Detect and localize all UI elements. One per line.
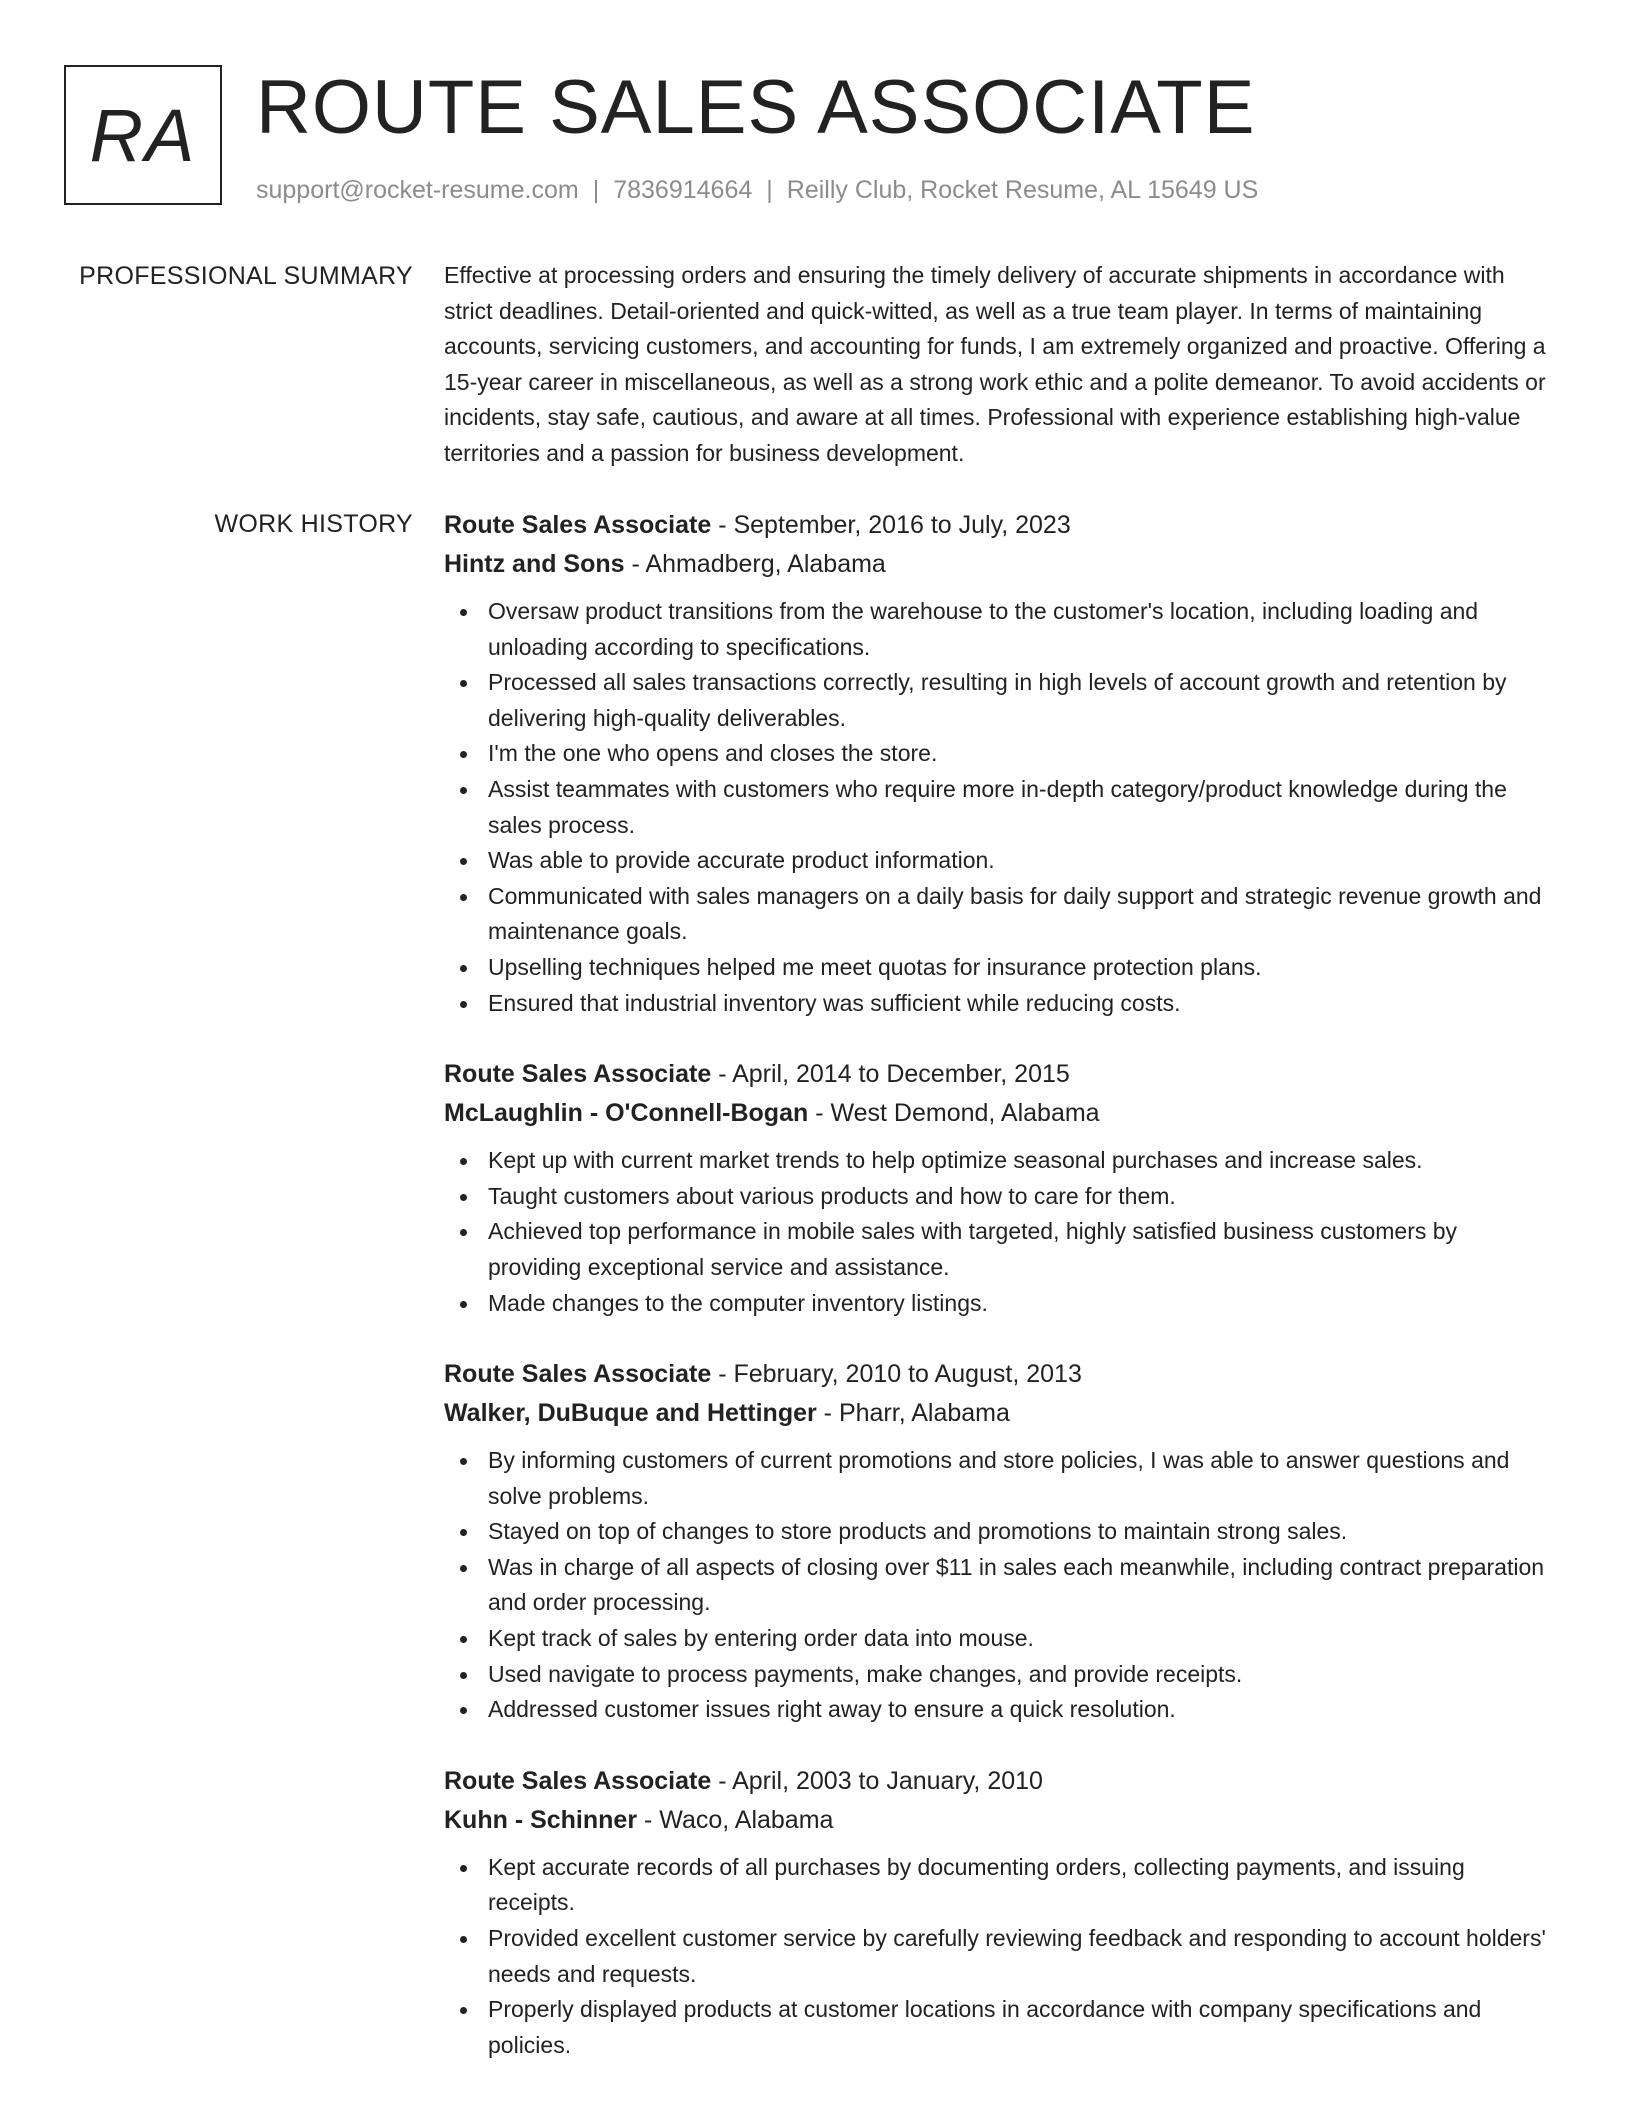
bullet-icon: [460, 1229, 467, 1236]
job-role: Route Sales Associate: [444, 1060, 712, 1089]
job-bullet-list: [444, 1443, 1556, 1728]
job-entry: [444, 1355, 1556, 1728]
job-bullet-text: Kept up with current market trends to help optimize seasonal purchases and increase sales.: [488, 1147, 1423, 1174]
job-bullet-text: By informing customers of current promotions and store policies, I was able to answer questions and solve problems.: [488, 1447, 1510, 1509]
job-bullet-item: [444, 843, 1556, 879]
bullet-icon: [460, 787, 467, 794]
job-bullet-text: Made changes to the computer inventory listings.: [488, 1289, 988, 1316]
job-role-line: [444, 1355, 1556, 1394]
job-bullet-item: [444, 1992, 1556, 2063]
bullet-icon: [460, 680, 467, 687]
bullet-icon: [460, 1001, 467, 1008]
job-bullet-item: [444, 1179, 1556, 1215]
bullet-icon: [460, 1672, 467, 1679]
job-entry: [444, 1055, 1556, 1321]
job-role-line: [444, 1762, 1556, 1801]
job-bullet-item: [444, 1286, 1556, 1322]
job-company-line: [444, 545, 1556, 584]
job-company: Hintz and Sons: [444, 550, 625, 578]
bullet-icon: [460, 1865, 467, 1872]
job-dates: - February, 2010 to August, 2013: [711, 1360, 1082, 1389]
job-bullet-item: [444, 1692, 1556, 1728]
job-entry: [444, 1762, 1556, 2064]
job-bullet-text: Achieved top performance in mobile sales with targeted, highly satisfied business customers by providing exceptional service and assistance.: [488, 1218, 1458, 1280]
job-role-line: [444, 506, 1556, 545]
job-role: Route Sales Associate: [444, 511, 712, 539]
job-dates: - April, 2003 to January, 2010: [711, 1766, 1043, 1795]
job-bullet-item: [444, 1443, 1556, 1514]
bullet-icon: [460, 1707, 467, 1714]
job-bullet-text: Was able to provide accurate product information.: [488, 847, 995, 874]
contact-phone: 7836914664: [613, 176, 753, 204]
job-bullet-list: [444, 1143, 1556, 1321]
contact-email: support@rocket-resume.com: [256, 176, 579, 204]
job-bullet-list: [444, 1850, 1556, 2064]
job-bullet-text: Assist teammates with customers who require more in-depth category/product knowledge during the sales process.: [488, 775, 1507, 838]
bullet-icon: [460, 2007, 467, 2014]
job-company: Kuhn - Schinner: [444, 1805, 638, 1834]
job-bullet-item: [444, 772, 1556, 843]
job-bullet-text: Stayed on top of changes to store products and promotions to maintain strong sales.: [488, 1518, 1348, 1545]
job-bullet-item: [444, 986, 1556, 1022]
bullet-icon: [460, 1565, 467, 1572]
bullet-icon: [460, 1158, 467, 1165]
work-history-body: [444, 506, 1556, 2097]
contact-separator: |: [766, 176, 773, 204]
job-bullet-list: [444, 594, 1556, 1021]
bullet-icon: [460, 965, 467, 972]
bullet-icon: [460, 609, 467, 616]
contact-address: Reilly Club, Rocket Resume, AL 15649 US: [786, 176, 1259, 204]
job-dates: - April, 2014 to December, 2015: [711, 1060, 1070, 1089]
job-role: Route Sales Associate: [444, 1766, 712, 1795]
job-bullet-text: Used navigate to process payments, make changes, and provide receipts.: [488, 1660, 1243, 1687]
job-bullet-text: Upselling techniques helped me meet quotas for insurance protection plans.: [488, 953, 1262, 980]
bullet-icon: [460, 1194, 467, 1201]
job-bullet-item: [444, 594, 1556, 665]
job-entry: [444, 506, 1556, 1021]
job-bullet-text: Communicated with sales managers on a daily basis for daily support and strategic revenue growth and maintenance goals.: [488, 882, 1542, 945]
bullet-icon: [460, 1301, 467, 1308]
job-bullet-text: I'm the one who opens and closes the store.: [488, 740, 938, 767]
job-location: - Ahmadberg, Alabama: [624, 550, 886, 578]
bullet-icon: [460, 1458, 467, 1465]
bullet-icon: [460, 858, 467, 865]
job-bullet-item: [444, 1550, 1556, 1621]
job-bullet-item: [444, 1621, 1556, 1657]
job-company-line: [444, 1094, 1556, 1133]
job-bullet-text: Addressed customer issues right away to ensure a quick resolution.: [488, 1696, 1176, 1723]
job-bullet-item: [444, 1143, 1556, 1179]
job-bullet-item: [444, 1921, 1556, 1992]
monogram-logo: RA: [64, 65, 222, 205]
resume-header: [64, 65, 1564, 215]
job-company: Walker, DuBuque and Hettinger: [444, 1399, 817, 1428]
resume-title: ROUTE SALES ASSOCIATE: [256, 65, 1256, 150]
job-bullet-item: [444, 1214, 1556, 1285]
summary-text: Effective at processing orders and ensuring the timely delivery of accurate shipments in accordance with strict deadlines. Detail-oriented and quick-witted, as well as a true team player. In terms of maintaining accounts, servicing customers, and accounting for funds, I am extremely organized and proactive. Offering a 15-year career in miscellaneous, as well as a strong work ethic and a polite demeanor. To avoid accidents or incidents, stay safe, cautious, and aware at all times. Professional with experience establishing high-value territories and a passion for business development.: [444, 262, 1546, 466]
job-bullet-text: Was in charge of all aspects of closing over $11 in sales each meanwhile, including contract preparation and order processing.: [488, 1553, 1545, 1616]
bullet-icon: [460, 1936, 467, 1943]
job-company: McLaughlin - O'Connell-Bogan: [444, 1099, 809, 1128]
job-bullet-item: [444, 879, 1556, 950]
job-bullet-text: Processed all sales transactions correctly, resulting in high levels of account growth and retention by delivering high-quality deliverables.: [488, 669, 1507, 731]
job-company-line: [444, 1801, 1556, 1840]
job-bullet-item: [444, 1657, 1556, 1693]
job-bullet-item: [444, 665, 1556, 736]
summary-heading: PROFESSIONAL SUMMARY: [79, 262, 413, 290]
contact-separator: |: [592, 176, 600, 204]
job-location: - Pharr, Alabama: [816, 1399, 1010, 1428]
job-bullet-text: Ensured that industrial inventory was sufficient while reducing costs.: [488, 989, 1181, 1016]
job-bullet-item: [444, 736, 1556, 772]
job-bullet-text: Provided excellent customer service by carefully reviewing feedback and responding to account holders' needs and requests.: [488, 1925, 1546, 1987]
job-company-line: [444, 1394, 1556, 1433]
summary-body: [444, 258, 1556, 472]
job-role-line: [444, 1055, 1556, 1094]
bullet-icon: [460, 1529, 467, 1536]
job-bullet-item: [444, 950, 1556, 986]
job-role: Route Sales Associate: [444, 1360, 712, 1389]
job-bullet-text: Kept track of sales by entering order data into mouse.: [488, 1625, 1034, 1652]
job-bullet-item: [444, 1850, 1556, 1921]
job-bullet-text: Properly displayed products at customer locations in accordance with company specifications and policies.: [488, 1996, 1482, 2058]
job-bullet-text: Taught customers about various products and how to care for them.: [488, 1182, 1176, 1209]
bullet-icon: [460, 751, 467, 758]
work-history-heading: WORK HISTORY: [214, 510, 413, 538]
bullet-icon: [460, 1636, 467, 1643]
job-location: - West Demond, Alabama: [808, 1099, 1100, 1128]
job-dates: - September, 2016 to July, 2023: [711, 511, 1071, 539]
job-bullet-item: [444, 1514, 1556, 1550]
bullet-icon: [460, 894, 467, 901]
job-location: - Waco, Alabama: [637, 1805, 834, 1834]
contact-line: [256, 173, 1258, 207]
job-bullet-text: Oversaw product transitions from the warehouse to the customer's location, including loading and unloading according to specifications.: [488, 598, 1479, 660]
job-bullet-text: Kept accurate records of all purchases by documenting orders, collecting payments, and issuing receipts.: [488, 1853, 1465, 1916]
